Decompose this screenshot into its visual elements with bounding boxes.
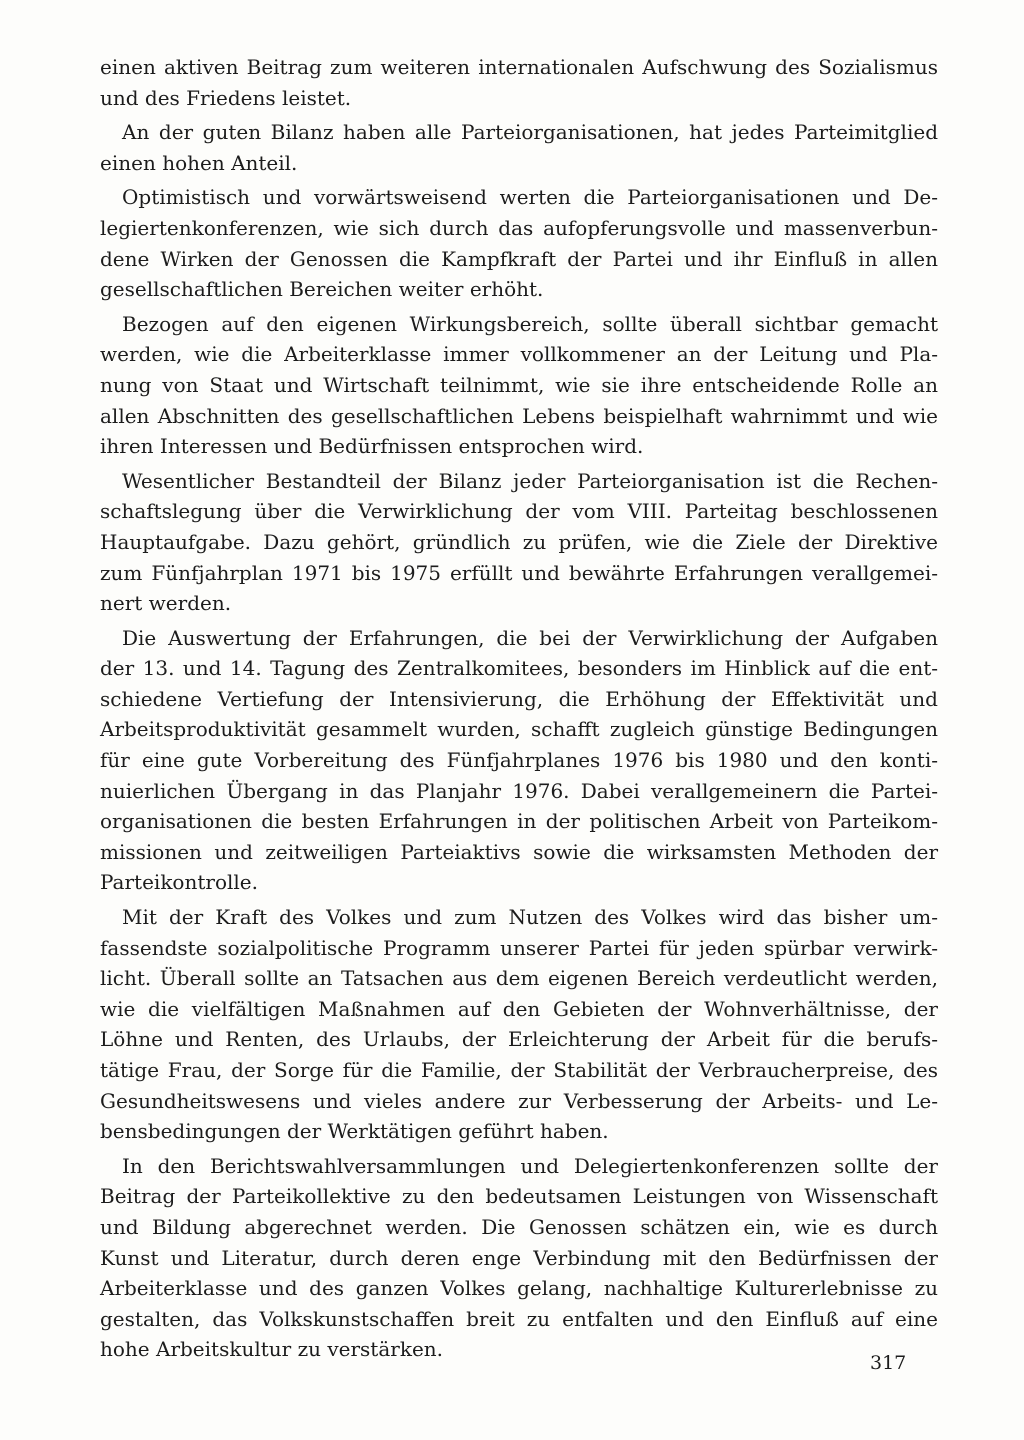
text-line: Löhne und Renten, des Urlaubs, der Erleichterung der Arbeit für die berufs- (100, 1027, 938, 1052)
paragraph (100, 309, 938, 462)
text-line: gesellschaftlichen Bereichen weiter erhöht. (100, 277, 544, 302)
text-line: Gesundheitswesens und vieles andere zur Verbesserung der Arbeits- und Le- (100, 1088, 938, 1113)
text-line: für eine gute Vorbereitung des Fünfjahrplanes 1976 bis 1980 und den konti- (100, 748, 938, 773)
text-line: hohe Arbeitskultur zu verstärken. (100, 1337, 444, 1362)
text-line: der 13. und 14. Tagung des Zentralkomitees, besonders im Hinblick auf die ent- (100, 656, 938, 681)
text-line: bensbedingungen der Werktätigen geführt haben. (100, 1119, 609, 1144)
text-line: legiertenkonferenzen, wie sich durch das aufopferungsvolle und massenverbun- (100, 215, 938, 240)
text-line: schiedene Vertiefung der Intensivierung, die Erhöhung der Effektivität und (100, 686, 938, 711)
text-line: Bezogen auf den eigenen Wirkungsbereich, sollte überall sichtbar gemacht (122, 311, 938, 336)
text-line: einen hohen Anteil. (100, 150, 298, 175)
text-line: nert werden. (100, 591, 232, 616)
paragraph (100, 466, 938, 619)
text-line: und Bildung abgerechnet werden. Die Genossen schätzen ein, wie es durch (100, 1214, 938, 1239)
text-line: nung von Staat und Wirtschaft teilnimmt, wie sie ihre entscheidende Rolle an (100, 372, 938, 397)
text-line: Parteikontrolle. (100, 870, 258, 895)
text-line: An der guten Bilanz haben alle Parteiorganisationen, hat jedes Parteimitglied (122, 120, 938, 145)
text-line: wie die vielfältigen Maßnahmen auf den Gebieten der Wohnverhältnisse, der (100, 996, 938, 1021)
text-line: fassendste sozialpolitische Programm unserer Partei für jeden spürbar verwirk- (100, 935, 938, 960)
paragraph (100, 117, 938, 178)
text-line: werden, wie die Arbeiterklasse immer vollkommener an der Leitung und Pla- (100, 342, 938, 367)
paragraph (100, 623, 938, 898)
page-number: 317 (870, 1352, 907, 1374)
text-line: zum Fünfjahrplan 1971 bis 1975 erfüllt und bewährte Erfahrungen verallgemei- (100, 560, 938, 585)
text-line: Arbeiterklasse und des ganzen Volkes gelang, nachhaltige Kulturerlebnisse zu (100, 1276, 938, 1301)
text-line: Wesentlicher Bestandteil der Bilanz jeder Parteiorganisation ist die Rechen- (122, 468, 938, 493)
text-line: schaftslegung über die Verwirklichung der vom VIII. Parteitag beschlossenen (100, 499, 938, 524)
text-line: In den Berichtswahlversammlungen und Delegiertenkonferenzen sollte der (122, 1153, 938, 1178)
text-line: Kunst und Literatur, durch deren enge Verbindung mit den Bedürfnissen der (100, 1245, 938, 1270)
paragraph (100, 52, 938, 113)
text-line: tätige Frau, der Sorge für die Familie, der Stabilität der Verbraucherpreise, des (100, 1058, 938, 1082)
text-line: Mit der Kraft des Volkes und zum Nutzen des Volkes wird das bisher um- (122, 905, 938, 930)
text-line: allen Abschnitten des gesellschaftlichen Lebens beispielhaft wahrnimmt und wie (100, 403, 938, 428)
text-line: ihren Interessen und Bedürfnissen entsprochen wird. (100, 434, 644, 459)
text-line: Hauptaufgabe. Dazu gehört, gründlich zu prüfen, wie die Ziele der Direktive (100, 529, 938, 554)
paragraph (100, 182, 938, 304)
text-line: Optimistisch und vorwärtsweisend werten die Parteiorganisationen und De- (122, 185, 938, 210)
text-line: Die Auswertung der Erfahrungen, die bei der Verwirklichung der Aufgaben (122, 625, 938, 650)
text-line: Beitrag der Parteikollektive zu den bedeutsamen Leistungen von Wissenschaft (100, 1184, 938, 1209)
paragraph (100, 1151, 938, 1365)
text-line: licht. Überall sollte an Tatsachen aus dem eigenen Bereich verdeutlicht werden, (100, 966, 938, 991)
text-line: gestalten, das Volkskunstschaffen breit zu entfalten und den Einfluß auf eine (100, 1306, 938, 1331)
text-line: und des Friedens leistet. (100, 85, 352, 110)
text-line: missionen und zeitweiligen Parteiaktivs sowie die wirksamsten Methoden der (100, 839, 938, 864)
text-line: einen aktiven Beitrag zum weiteren internationalen Aufschwung des Sozialismus (100, 55, 938, 79)
text-line: dene Wirken der Genossen die Kampfkraft der Partei und ihr Einfluß in allen (100, 246, 938, 271)
text-line: organisationen die besten Erfahrungen in der politischen Arbeit von Parteikom- (100, 809, 938, 834)
text-line: nuierlichen Übergang in das Planjahr 1976. Dabei verallgemeinern die Partei- (100, 778, 938, 803)
page-body (100, 52, 938, 1369)
paragraph (100, 902, 938, 1147)
text-line: Arbeitsproduktivität gesammelt wurden, schafft zugleich günstige Bedingungen (100, 717, 938, 742)
